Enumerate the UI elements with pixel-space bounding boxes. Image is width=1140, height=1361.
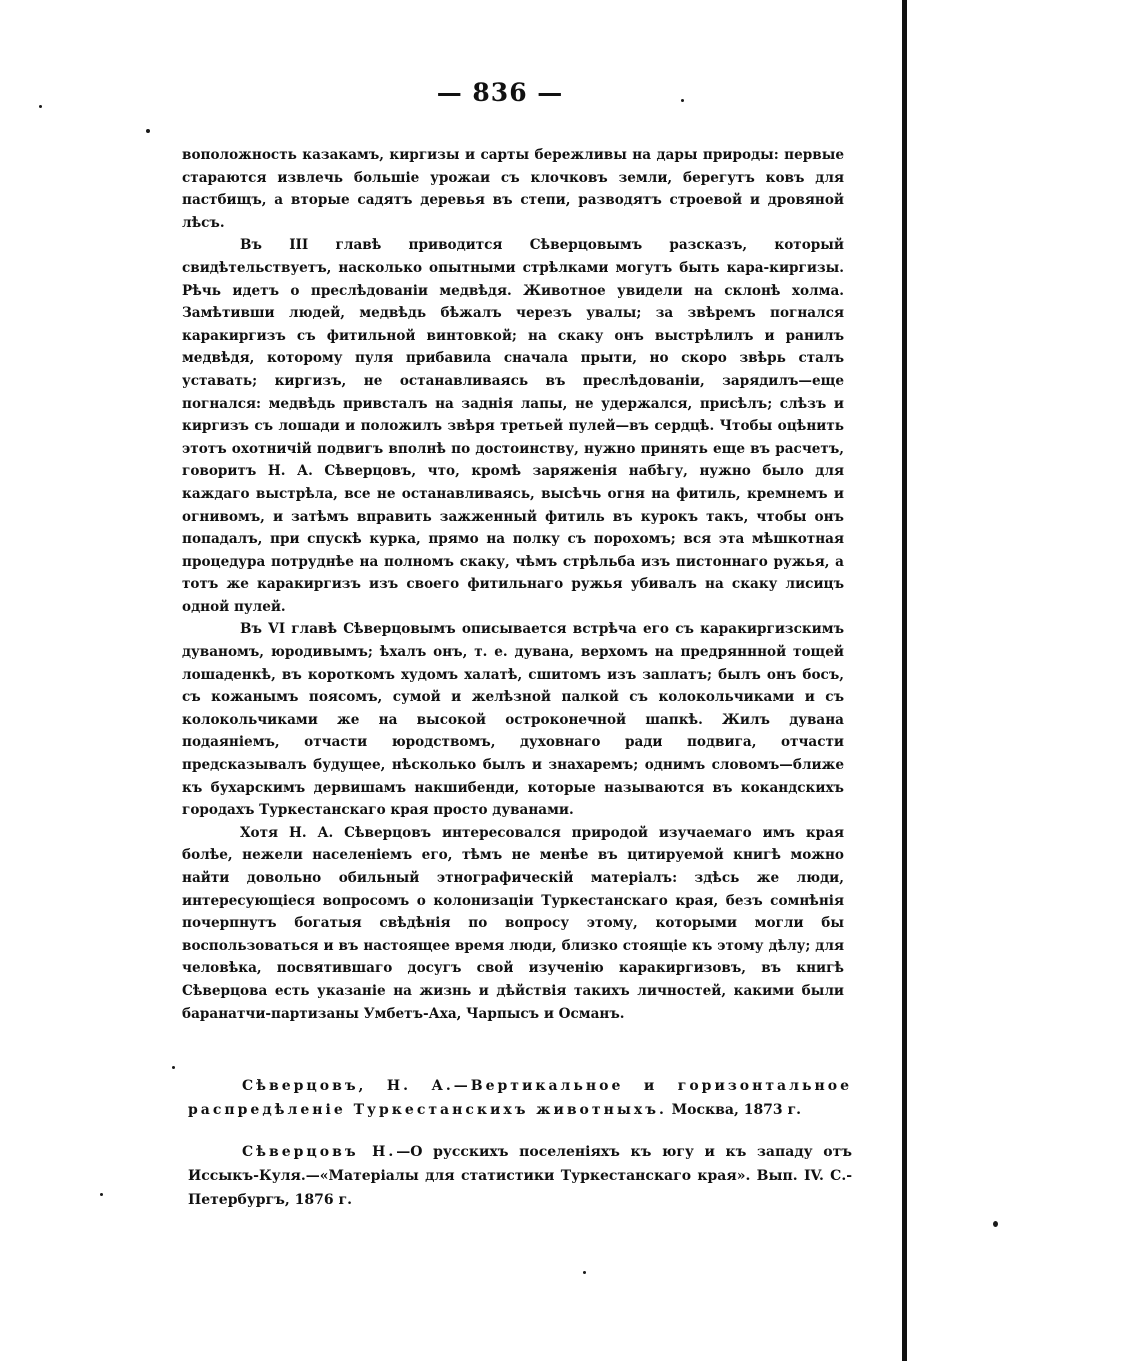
bibliography-imprint: Москва, 1873 г.	[666, 1102, 801, 1118]
paragraph-continuation: воположность казакамъ, киргизы и сарты бережливы на дары природы: первые стараются извлечь большіе урожаи съ клочковъ земли, берегутъ ковъ для пастбищъ, а вторые садятъ деревья въ степи, разводятъ строевой и дровяной лѣсъ.	[182, 147, 844, 231]
bibliography-entry	[188, 1140, 852, 1212]
scan-speck	[100, 1193, 103, 1196]
bibliography-title: —О русскихъ поселеніяхъ къ югу и къ западу отъ Иссыкъ-Куля.—«Матеріалы для статистики Туркестанскаго края».	[188, 1144, 852, 1184]
scan-speck	[993, 1221, 998, 1227]
bibliography-author: Сѣверцовъ Н.	[242, 1144, 397, 1160]
page-number: — 836 —	[436, 78, 564, 107]
body-text	[182, 144, 844, 1025]
scan-speck	[583, 1271, 586, 1274]
scan-speck	[172, 1066, 175, 1069]
paragraph-ethnography: Хотя Н. А. Сѣверцовъ интересовался природой изучаемаго имъ края болѣе, нежели населеніемъ его, тѣмъ не менѣе въ цитируемой книгѣ можно найти довольно обильный этнографическій матеріалъ: здѣсь же люди, интересующіеся вопросомъ о колонизаціи Туркестанскаго края, безъ сомнѣнія почерпнутъ богатыя свѣдѣнія по вопросу этому, которыми могли бы воспользоваться и въ настоящее время люди, близко стоящіе къ этому дѣлу; для человѣка, посвятившаго досугъ свой изученію каракиргизовъ, въ книгѣ Сѣверцова есть указаніе на жизнь и дѣйствія такихъ личностей, какими были баранатчи-партизаны Умбетъ-Аха, Чарпысъ и Османъ.	[182, 824, 844, 1022]
bibliography-author: Сѣверцовъ, Н. А.	[242, 1078, 454, 1094]
scan-speck	[146, 129, 150, 133]
paragraph-chapter-six: Въ VI главѣ Сѣверцовымъ описывается встрѣча его съ каракиргизскимъ дуваномъ, юродивымъ; ѣхалъ онъ, т. е. дувана, верхомъ на предряннной тощей лошаденкѣ, въ короткомъ худомъ халатѣ, сшитомъ изъ заплатъ; былъ онъ босъ, съ кожанымъ поясомъ, сумой и желѣзной палкой съ колокольчиками и съ колокольчиками же на высокой остроконечной шапкѣ. Жилъ дувана подаяніемъ, отчасти юродствомъ, духовнаго ради подвига, отчасти предсказывалъ будущее, нѣсколько былъ и знахаремъ; однимъ словомъ—ближе къ бухарскимъ дервишамъ накшибенди, которые называются въ кокандскихъ городахъ Туркестанскаго края просто дуванами.	[182, 621, 844, 819]
bibliography-title: —Вертикальное и горизонтальное распредѣленіе Туркестанскихъ животныхъ.	[188, 1078, 852, 1118]
bibliography-entry	[188, 1074, 852, 1122]
paragraph-chapter-three: Въ III главѣ приводится Сѣверцовымъ разсказъ, который свидѣтельствуетъ, насколько опытными стрѣлками могутъ быть кара-киргизы. Рѣчь идетъ о преслѣдованіи медвѣдя. Животное увидели на склонѣ холма. Замѣтивши людей, медвѣдь бѣжалъ черезъ увалы; за звѣремъ погнался каракиргизъ съ фитильной винтовкой; на скаку онъ выстрѣлилъ и ранилъ медвѣдя, которому пуля прибавила сначала прыти, но скоро звѣрь сталъ уставать; киргизъ, не останавливаясь въ преслѣдованіи, зарядилъ—еще погнался: медвѣдь привсталъ на заднія лапы, не удержался, присѣлъ; слѣзъ и киргизъ съ лошади и положилъ звѣря третьей пулей—въ сердцѣ. Чтобы оцѣнить этотъ охотничій подвигъ вполнѣ по достоинству, нужно принять еще въ расчетъ, говоритъ Н. А. Сѣверцовъ, что, кромѣ заряженія набѣгу, нужно было для каждаго выстрѣла, все не останавливаясь, высѣчь огня на фитиль, кремнемъ и огнивомъ, и затѣмъ вправить зажженный фитиль въ курокъ такъ, чтобы онъ попадалъ, при спускѣ курка, прямо на полку съ порохомъ; вся эта мѣшкотная процедура потруднѣе на полномъ скаку, чѣмъ стрѣльба изъ пистоннаго ружья, а тотъ же каракиргизъ изъ своего фитильнаго ружья убивалъ на скаку лисицъ одной пулей.	[182, 237, 844, 615]
bibliography-imprint: Вып. IV. С.-Петербургъ, 1876 г.	[188, 1168, 853, 1208]
binding-edge-line	[902, 0, 907, 1361]
